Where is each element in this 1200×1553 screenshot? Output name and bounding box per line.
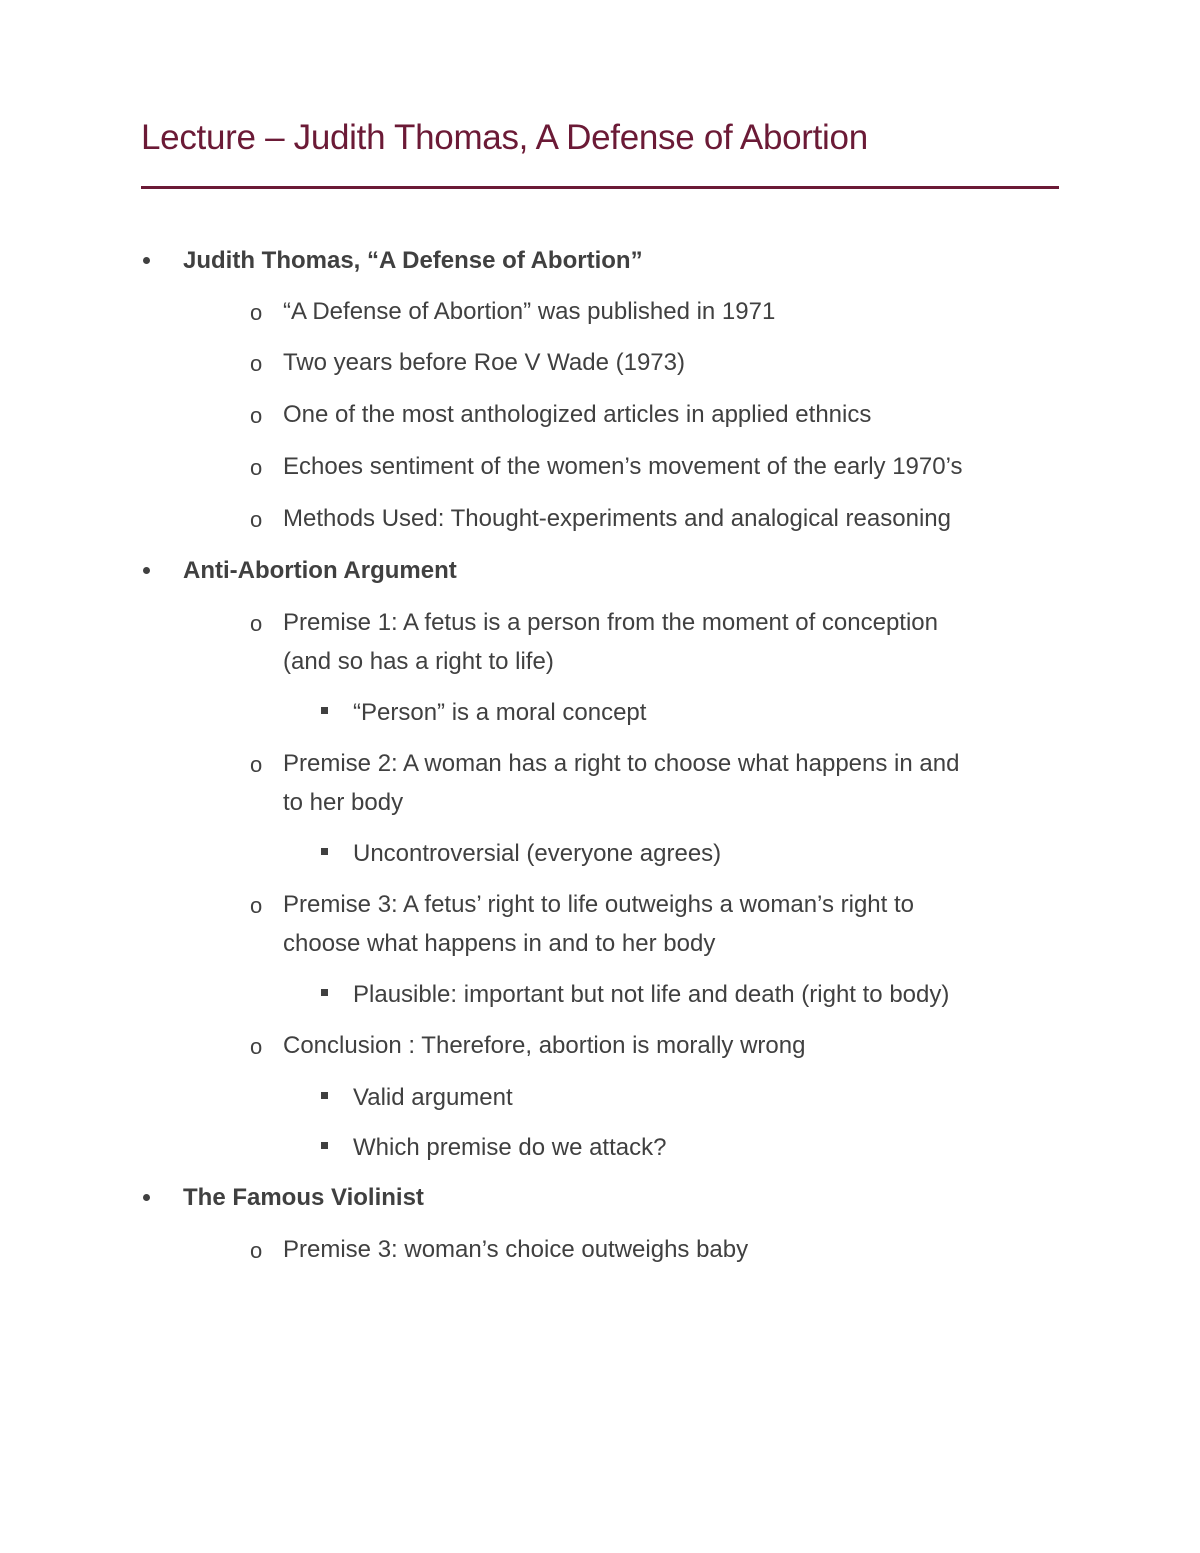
list-item-continuation: choose what happens in and to her body (283, 930, 716, 957)
section-heading: Anti-Abortion Argument (183, 557, 457, 584)
sub-list-item: Which premise do we attack? (353, 1134, 667, 1161)
page-title: Lecture – Judith Thomas, A Defense of Abortion (141, 118, 868, 157)
bullet-icon (143, 567, 150, 574)
sub-list-item: Uncontroversial (everyone agrees) (353, 840, 722, 867)
list-item: Premise 2: A woman has a right to choose what happens in and (283, 750, 960, 777)
circle-marker-icon: o (250, 893, 263, 918)
list-item: Premise 3: A fetus’ right to life outweighs a woman’s right to (283, 891, 914, 918)
sub-list-item: Plausible: important but not life and death (right to body) (353, 981, 950, 1008)
square-bullet-icon (321, 1142, 328, 1149)
sub-list-item: Valid argument (353, 1084, 513, 1111)
list-item: Echoes sentiment of the women’s movement of the early 1970’s (283, 453, 963, 480)
circle-marker-icon: o (250, 752, 263, 777)
circle-marker-icon: o (250, 1034, 263, 1059)
list-item-continuation: to her body (283, 789, 404, 816)
circle-marker-icon: o (250, 611, 263, 636)
list-item: Two years before Roe V Wade (1973) (283, 349, 685, 376)
circle-marker-icon: o (250, 403, 263, 428)
list-item-continuation: (and so has a right to life) (283, 648, 554, 675)
square-bullet-icon (321, 1092, 328, 1099)
bullet-icon (143, 257, 150, 264)
sub-list-item: “Person” is a moral concept (353, 699, 647, 726)
circle-marker-icon: o (250, 1238, 263, 1263)
list-item: Methods Used: Thought-experiments and analogical reasoning (283, 505, 951, 532)
circle-marker-icon: o (250, 507, 263, 532)
bullet-icon (143, 1194, 150, 1201)
list-item: Conclusion : Therefore, abortion is morally wrong (283, 1032, 806, 1059)
section-heading: The Famous Violinist (183, 1184, 424, 1211)
square-bullet-icon (321, 989, 328, 996)
section-heading: Judith Thomas, “A Defense of Abortion” (183, 247, 643, 274)
title-underline (141, 186, 1059, 189)
circle-marker-icon: o (250, 300, 263, 325)
list-item: Premise 1: A fetus is a person from the moment of conception (283, 609, 938, 636)
list-item: One of the most anthologized articles in applied ethnics (283, 401, 872, 428)
list-item: “A Defense of Abortion” was published in 1971 (283, 298, 776, 325)
square-bullet-icon (321, 848, 328, 855)
circle-marker-icon: o (250, 351, 263, 376)
list-item: Premise 3: woman’s choice outweighs baby (283, 1236, 749, 1263)
square-bullet-icon (321, 707, 328, 714)
circle-marker-icon: o (250, 455, 263, 480)
